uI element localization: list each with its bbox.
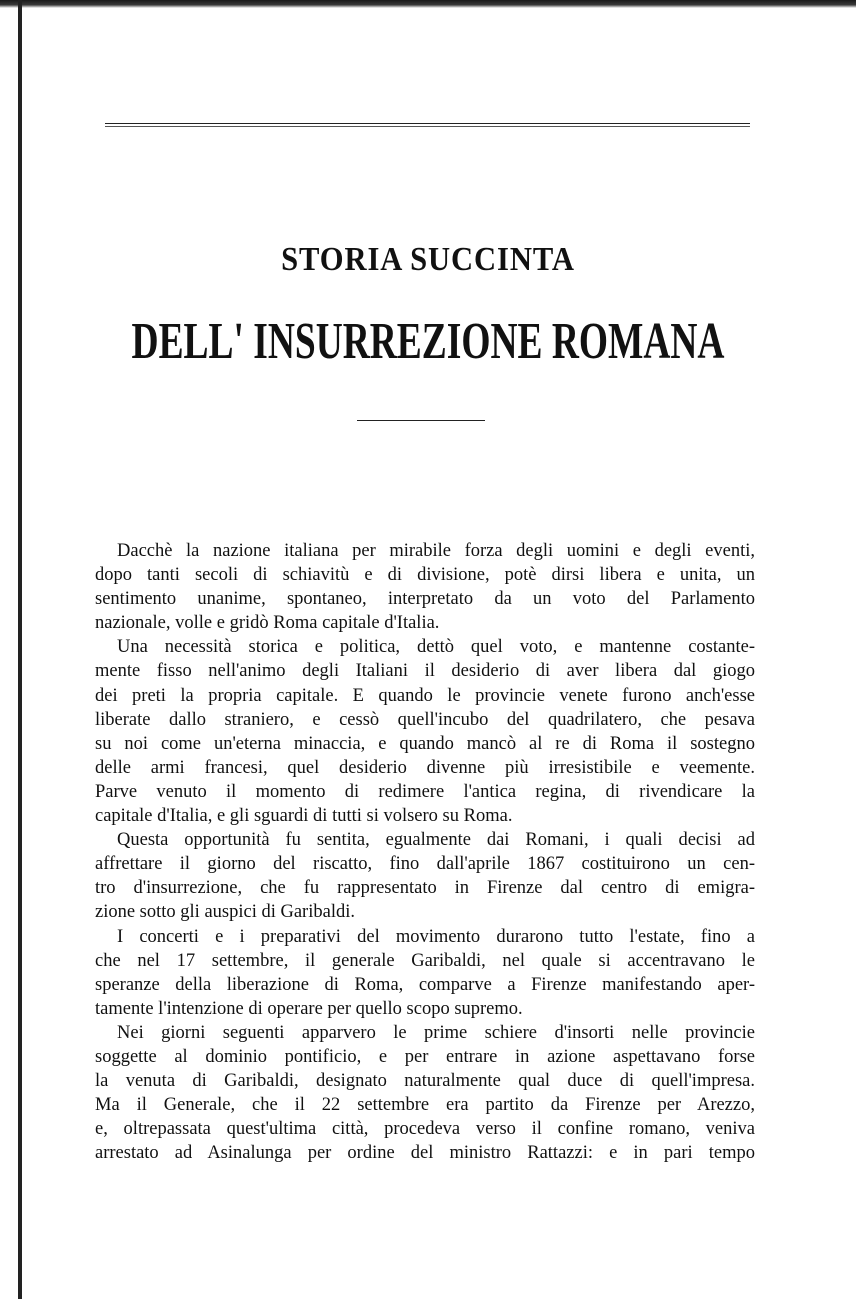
text-line: tamente l'intenzione di operare per quello scopo supremo. [95, 998, 523, 1019]
title-line-2: DELL' INSURREZIONE ROMANA [131, 313, 725, 370]
text-line: delle armi francesi, quel desiderio divenne più irresistibile e veemente. [95, 757, 755, 778]
text-line: che nel 17 settembre, il generale Garibaldi, nel quale si accentravano le [95, 950, 755, 971]
page-left-edge [18, 0, 22, 1299]
text-line: dopo tanti secoli di schiavitù e di divisione, potè dirsi libera e unita, un [95, 565, 755, 586]
text-line: Questa opportunità fu sentita, egualmente dai Romani, i quali decisi ad [117, 830, 755, 851]
text-line: Dacchè la nazione italiana per mirabile forza degli uomini e degli eventi, [117, 541, 755, 561]
text-line: mente fisso nell'animo degli Italiani il desiderio di aver libera dal giogo [95, 661, 755, 682]
text-line: soggette al dominio pontificio, e per entrare in azione aspettavano forse [95, 1046, 755, 1067]
text-line: Ma il Generale, che il 22 settembre era partito da Firenze per Arezzo, [95, 1095, 755, 1116]
text-line: sentimento unanime, spontaneo, interpretato da un voto del Parlamento [95, 589, 755, 610]
text-line: affrettare il giorno del riscatto, fino dall'aprile 1867 costituirono un cen- [95, 854, 755, 875]
text-line: su noi come un'eterna minaccia, e quando mancò al re di Roma il sostegno [95, 733, 755, 754]
body-text [95, 539, 755, 1165]
text-line: e, oltrepassata quest'ultima città, procedeva verso il confine romano, veniva [95, 1119, 755, 1140]
text-line: Nei giorni seguenti apparvero le prime schiere d'insorti nelle provincie [117, 1022, 755, 1043]
text-line: nazionale, volle e gridò Roma capitale d'Italia. [95, 613, 440, 634]
text-line: tro d'insurrezione, che fu rappresentato in Firenze dal centro di emigra- [95, 878, 755, 899]
text-line: Parve venuto il momento di redimere l'antica regina, di rivendicare la [95, 781, 755, 802]
text-line: arrestato ad Asinalunga per ordine del ministro Rattazzi: e in pari tempo [95, 1143, 755, 1164]
text-line: capitale d'Italia, e gli sguardi di tutti si volsero su Roma. [95, 806, 513, 827]
header-rule [105, 123, 750, 124]
title-line-1: STORIA SUCCINTA [281, 241, 575, 278]
text-line: liberate dallo straniero, e cessò quell'incubo del quadrilatero, che pesava [95, 709, 755, 730]
text-line: speranze della liberazione di Roma, comparve a Firenze manifestando aper- [95, 974, 755, 995]
text-line: dei preti la propria capitale. E quando le provincie venete furono anch'esse [95, 685, 755, 706]
text-line: zione sotto gli auspici di Garibaldi. [95, 902, 355, 923]
text-line: I concerti e i preparativi del movimento durarono tutto l'estate, fino a [117, 926, 755, 947]
text-line: Una necessità storica e politica, dettò quel voto, e mantenne costante- [117, 637, 755, 658]
page-top-edge [0, 0, 856, 8]
text-line: la venuta di Garibaldi, designato naturalmente qual duce di quell'impresa. [95, 1071, 755, 1092]
title-separator-rule [357, 420, 485, 421]
